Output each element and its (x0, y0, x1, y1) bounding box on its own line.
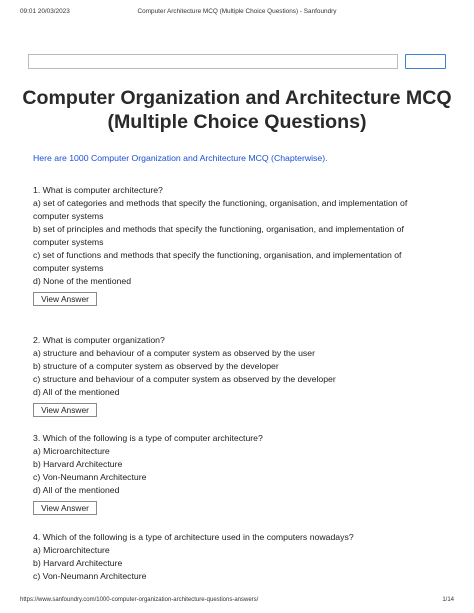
option-c: c) Von-Neumann Architecture (33, 571, 147, 581)
print-header (0, 8, 474, 20)
option-a: a) structure and behaviour of a computer system as observed by the user (33, 348, 316, 358)
search-button[interactable] (405, 54, 446, 69)
page-title-line-1: Computer Organization and Architecture MCQ (22, 87, 452, 109)
option-a-cont: computer systems (33, 211, 104, 221)
option-c: c) Von-Neumann Architecture (33, 472, 147, 482)
option-a: a) Microarchitecture (33, 545, 110, 555)
question-block (33, 184, 407, 306)
question-text: 1. What is computer architecture? (33, 185, 163, 195)
search-bar (28, 54, 448, 72)
option-d: d) All of the mentioned (33, 485, 120, 495)
print-footer (0, 597, 474, 607)
chapterwise-mcq-link[interactable]: Here are 1000 Computer Organization and Architecture MCQ (Chapterwise). (33, 153, 328, 163)
option-d: d) All of the mentioned (33, 387, 120, 397)
option-b: b) structure of a computer system as observed by the developer (33, 361, 279, 371)
option-d: d) None of the mentioned (33, 276, 132, 286)
print-page-url: https://www.sanfoundry.com/1000-computer-organization-architecture-questions-answers/ (20, 597, 259, 603)
option-c-cont: computer systems (33, 263, 104, 273)
option-b: b) Harvard Architecture (33, 558, 123, 568)
view-answer-button[interactable]: View Answer (33, 292, 97, 306)
question-block (33, 432, 263, 515)
option-b: b) set of principles and methods that specify the functioning, organisation, and implementation of (33, 224, 404, 234)
search-input[interactable] (28, 54, 398, 69)
view-answer-button[interactable]: View Answer (33, 501, 97, 515)
option-c: c) set of functions and methods that specify the functioning, organisation, and implementation of (33, 250, 402, 260)
view-answer-button[interactable]: View Answer (33, 403, 97, 417)
option-c: c) structure and behaviour of a computer system as observed by the developer (33, 374, 336, 384)
page-title-line-2: (Multiple Choice Questions) (107, 111, 367, 133)
option-a: a) Microarchitecture (33, 446, 110, 456)
option-b-cont: computer systems (33, 237, 104, 247)
question-block (33, 334, 336, 417)
option-b: b) Harvard Architecture (33, 459, 123, 469)
print-timestamp: 09:01 20/03/2023 (20, 8, 70, 15)
print-page-number: 1/14 (442, 597, 454, 603)
question-text: 2. What is computer organization? (33, 335, 165, 345)
print-page-title: Computer Architecture MCQ (Multiple Choice Questions) - Sanfoundry (137, 8, 337, 15)
option-a: a) set of categories and methods that specify the functioning, organisation, and implementation of (33, 198, 408, 208)
question-text: 4. Which of the following is a type of architecture used in the computers nowadays? (33, 532, 354, 542)
question-text: 3. Which of the following is a type of computer architecture? (33, 433, 263, 443)
question-block (33, 531, 354, 583)
page-title (20, 86, 454, 134)
